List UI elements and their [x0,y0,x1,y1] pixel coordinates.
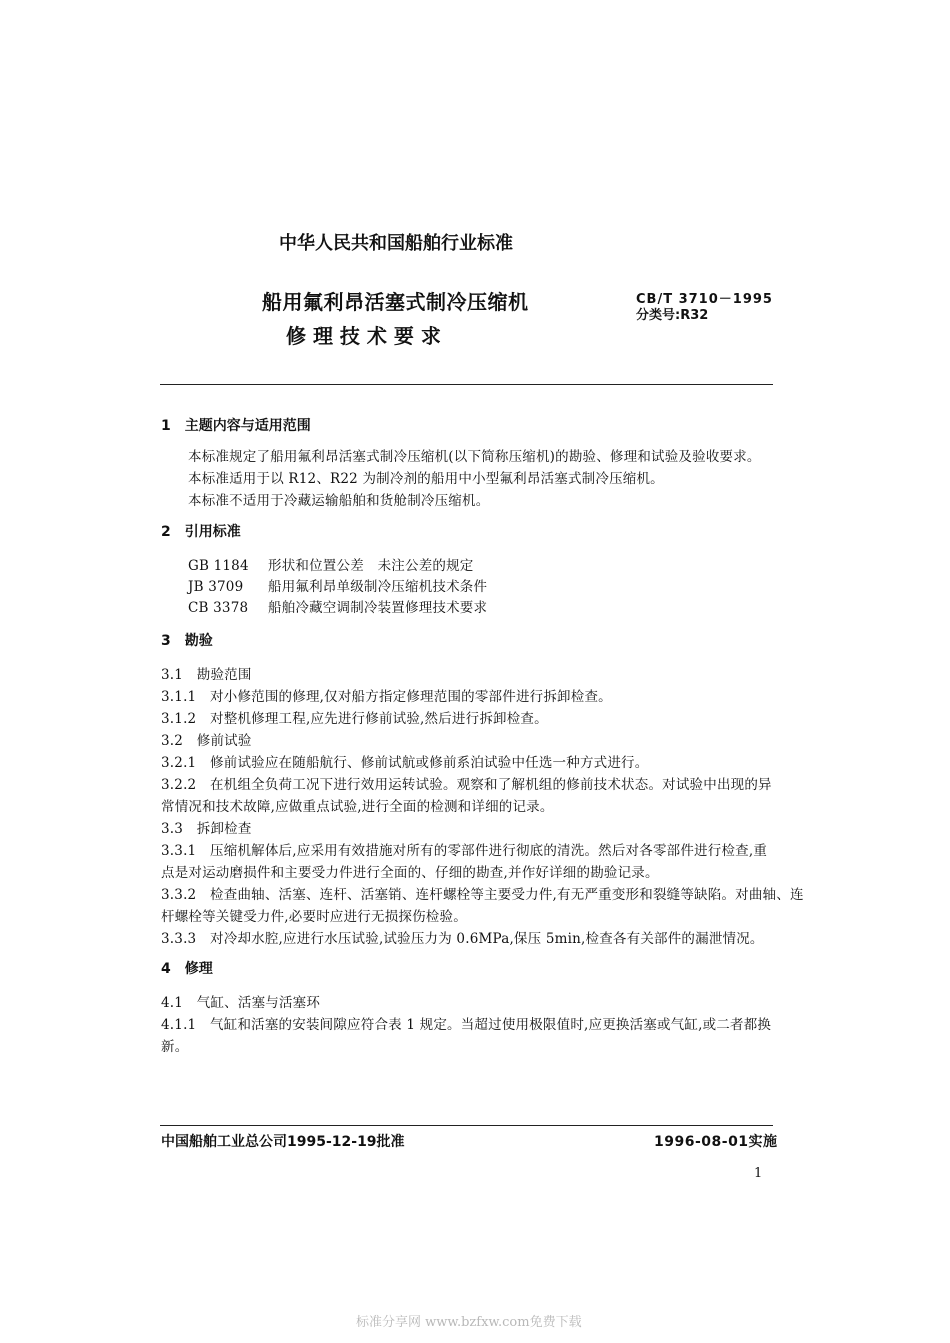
reference-code: JB 3709 [188,579,244,595]
reference-item [188,554,474,574]
approval-statement: 中国船舶工业总公司1995-12-19批准 [161,1134,405,1150]
clause-3-3-1-cont: 点是对运动磨损件和主要受力件进行全面的、仔细的勘查,并作好详细的勘验记录。 [161,865,659,881]
clause-3-3-2: 3.3.2 检查曲轴、活塞、连杆、活塞销、连杆螺栓等主要受力件,有无严重变形和裂缝等缺陷。对曲轴、连 [161,887,804,903]
clause-4-1: 4.1 气缸、活塞与活塞环 [161,995,321,1011]
clause-3-2-2: 3.2.2 在机组全负荷工况下进行效用运转试验。观察和了解机组的修前技术状态。对试验中出现的异 [161,777,772,793]
clause-3-3-3: 3.3.3 对冷却水腔,应进行水压试验,试验压力为 0.6MPa,保压 5min,检查各有关部件的漏泄情况。 [161,931,764,947]
clause-3-2-1: 3.2.1 修前试验应在随船航行、修前试航或修前系泊试验中任选一种方式进行。 [161,755,649,771]
reference-code: CB 3378 [188,600,249,616]
clause-3-3: 3.3 拆卸检查 [161,821,252,837]
reference-title: 船用氟利昂单级制冷压缩机技术条件 [268,579,488,595]
effective-date: 1996-08-01实施 [654,1134,778,1150]
clause-4-1-1: 4.1.1 气缸和活塞的安装间隙应符合表 1 规定。当超过使用极限值时,应更换活塞或气缸,或二者都换 [161,1017,772,1033]
clause-4-1-1-cont: 新。 [161,1039,189,1055]
document-title-line2: 修 理 技 术 要 求 [286,324,441,348]
section-1-paragraph: 本标准不适用于冷藏运输船舶和货舱制冷压缩机。 [188,493,490,509]
clause-3-3-1: 3.3.1 压缩机解体后,应采用有效措施对所有的零部件进行彻底的清洗。然后对各零部件进行检查,重 [161,843,768,859]
issuing-standard-label: 中华人民共和国船舶行业标准 [279,233,513,254]
footer-rule [160,1125,773,1126]
clause-3-2-2-cont: 常情况和技术故障,应做重点试验,进行全面的检测和详细的记录。 [161,799,554,815]
watermark-text: 标准分享网 www.bzfxw.com免费下载 [356,1315,582,1330]
clause-3-2: 3.2 修前试验 [161,733,252,749]
page-number: 1 [754,1166,763,1181]
clause-3-1-1: 3.1.1 对小修范围的修理,仅对船方指定修理范围的零部件进行拆卸检查。 [161,689,612,705]
reference-title: 船舶冷藏空调制冷装置修理技术要求 [268,600,488,616]
section-1-heading: 1 主题内容与适用范围 [161,418,311,434]
section-1-paragraph: 本标准适用于以 R12、R22 为制冷剂的船用中小型氟利昂活塞式制冷压缩机。 [188,471,664,487]
document-title-line1: 船用氟利昂活塞式制冷压缩机 [262,290,529,314]
classification-code: 分类号:R32 [636,308,709,323]
reference-code: GB 1184 [188,558,249,574]
standard-code: CB/T 3710－1995 [636,292,773,307]
reference-title: 形状和位置公差 未注公差的规定 [268,558,474,574]
reference-item [188,596,487,616]
section-2-heading: 2 引用标准 [161,524,241,540]
header-rule [160,384,773,385]
clause-3-1: 3.1 勘验范围 [161,667,252,683]
clause-3-1-2: 3.1.2 对整机修理工程,应先进行修前试验,然后进行拆卸检查。 [161,711,548,727]
clause-3-3-2-cont: 杆螺栓等关键受力件,必要时应进行无损探伤检验。 [161,909,467,925]
reference-item [188,575,487,595]
section-4-heading: 4 修理 [161,961,213,977]
section-1-paragraph: 本标准规定了船用氟利昂活塞式制冷压缩机(以下简称压缩机)的勘验、修理和试验及验收要求。 [188,449,761,465]
section-3-heading: 3 勘验 [161,633,213,649]
